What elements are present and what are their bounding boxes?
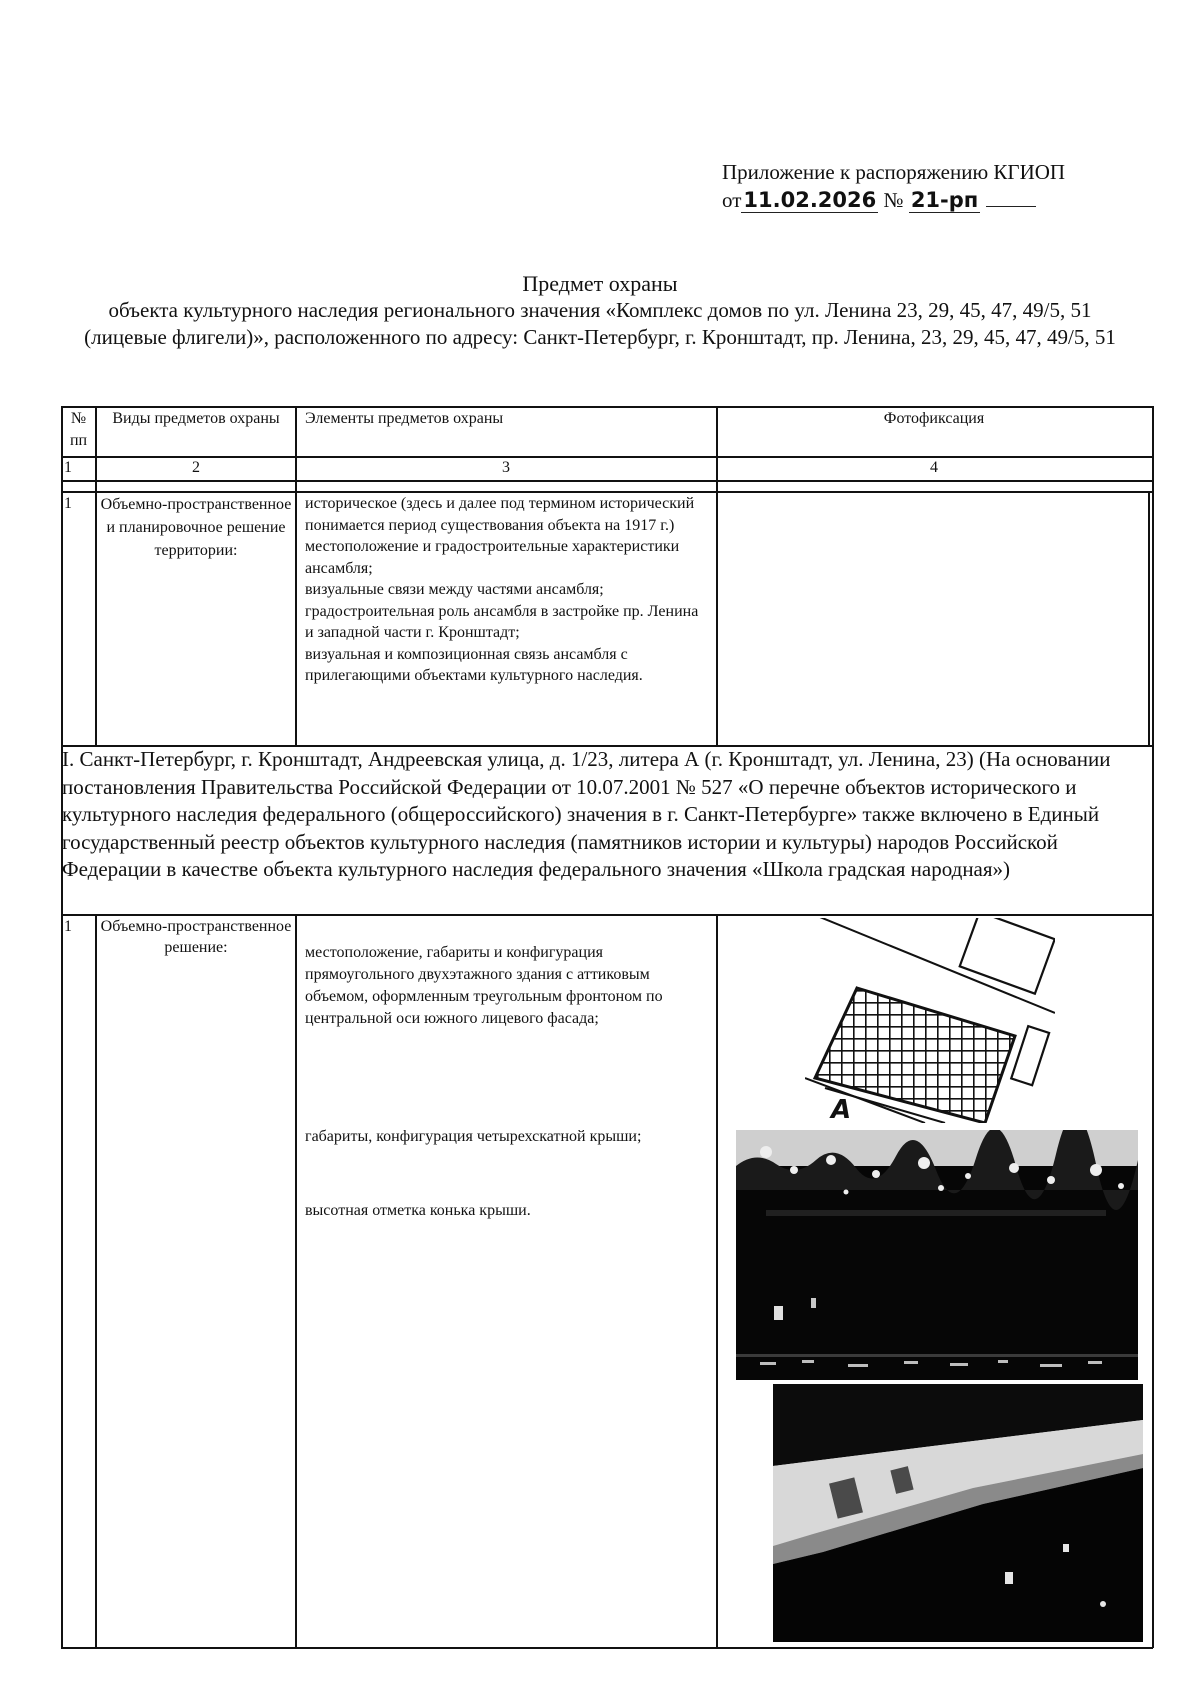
site-plan-image xyxy=(805,918,1055,1123)
row-number: 1 xyxy=(64,495,72,512)
table-line xyxy=(61,406,63,1648)
element-item: визуальная и композиционная связь ансамбля с прилегающими объектами культурного наследия. xyxy=(305,645,643,684)
document-title-block xyxy=(0,270,1200,351)
protection-kind: Объемно-пространственное и планировочное решение территории: xyxy=(100,496,292,559)
element-item: градостроительная роль ансамбля в застройке пр. Ленина и западной части г. Кронштадт; xyxy=(305,602,699,641)
protection-elements xyxy=(305,493,710,687)
table-line xyxy=(1148,491,1150,746)
element-item: габариты, конфигурация четырехскатной крыши; xyxy=(305,1128,642,1145)
element-item: визуальные связи между частями ансамбля; xyxy=(305,581,604,598)
object-section-heading: I. Санкт-Петербург, г. Кронштадт, Андреевская улица, д. 1/23, литера А (г. Кронштадт, ул. Ленина, 23) (На основании постановления Правительства Российской Федерации от 10.07.2001 № 527 «О перечне объектов исторического и культурного наследия федерального (общероссийского) значения в г. Санкт-Петербурге» также включено в Единый государственный реестр объектов культурного наследия (памятников истории и культуры) народов Российской Федерации в качестве объекта культурного наследия федерального значения «Школа градская народная») xyxy=(62,747,1111,881)
appendix-reference xyxy=(722,186,1142,214)
site-plan-drawing xyxy=(805,918,1055,1123)
col-number: 2 xyxy=(192,459,200,476)
appendix-title: Приложение к распоряжению КГИОП xyxy=(722,160,1066,184)
header-elements: Элементы предметов охраны xyxy=(305,410,504,427)
plan-label: А xyxy=(831,1095,852,1123)
table-line xyxy=(1152,406,1154,1648)
col-number: 3 xyxy=(502,459,510,476)
element-item: высотная отметка конька крыши. xyxy=(305,1202,531,1219)
row-number: 1 xyxy=(64,918,72,935)
protection-kind: Объемно-пространственное решение: xyxy=(100,918,292,956)
element-item: местоположение, габариты и конфигурация прямоугольного двухэтажного здания с аттиковым объемом, оформленным треугольным фронтоном по центральной оси южного лицевого фасада; xyxy=(305,944,663,1027)
roof-photo-drawing xyxy=(773,1384,1143,1642)
appendix-block xyxy=(722,158,1142,214)
element-item: местоположение и градостроительные характеристики ансамбля; xyxy=(305,538,680,577)
col-number: 4 xyxy=(930,459,938,476)
table-line xyxy=(716,914,718,1648)
element-item: историческое (здесь и далее под термином исторический понимается период существования объекта на 1917 г.) xyxy=(305,495,695,534)
table-line xyxy=(295,914,297,1648)
col-number: 1 xyxy=(64,459,72,476)
facade-photo-drawing xyxy=(736,1130,1138,1380)
table-line xyxy=(61,1647,1153,1649)
table-line xyxy=(95,914,97,1648)
underline-blank xyxy=(986,186,1036,207)
roof-photo xyxy=(773,1384,1143,1642)
number-label: № xyxy=(883,188,904,212)
table-line xyxy=(61,480,1153,482)
document-title: Предмет охраны xyxy=(522,271,678,296)
handwritten-date: 11.02.2026 xyxy=(743,188,877,212)
document-subtitle: объекта культурного наследия регионального значения «Комплекс домов по ул. Ленина 23, 29, 45, 47, 49/5, 51 (лицевые флигели)», расположенного по адресу: Санкт-Петербург, г. Кронштадт, пр. Ленина, 23, 29, 45, 47, 49/5, 51 xyxy=(84,298,1116,349)
from-label: от xyxy=(722,188,742,212)
header-photo: Фотофиксация xyxy=(883,410,985,427)
facade-photo xyxy=(736,1130,1138,1380)
handwritten-number: 21-рп xyxy=(910,188,979,212)
header-num: № пп xyxy=(69,410,88,449)
header-kind: Виды предметов охраны xyxy=(112,410,280,427)
